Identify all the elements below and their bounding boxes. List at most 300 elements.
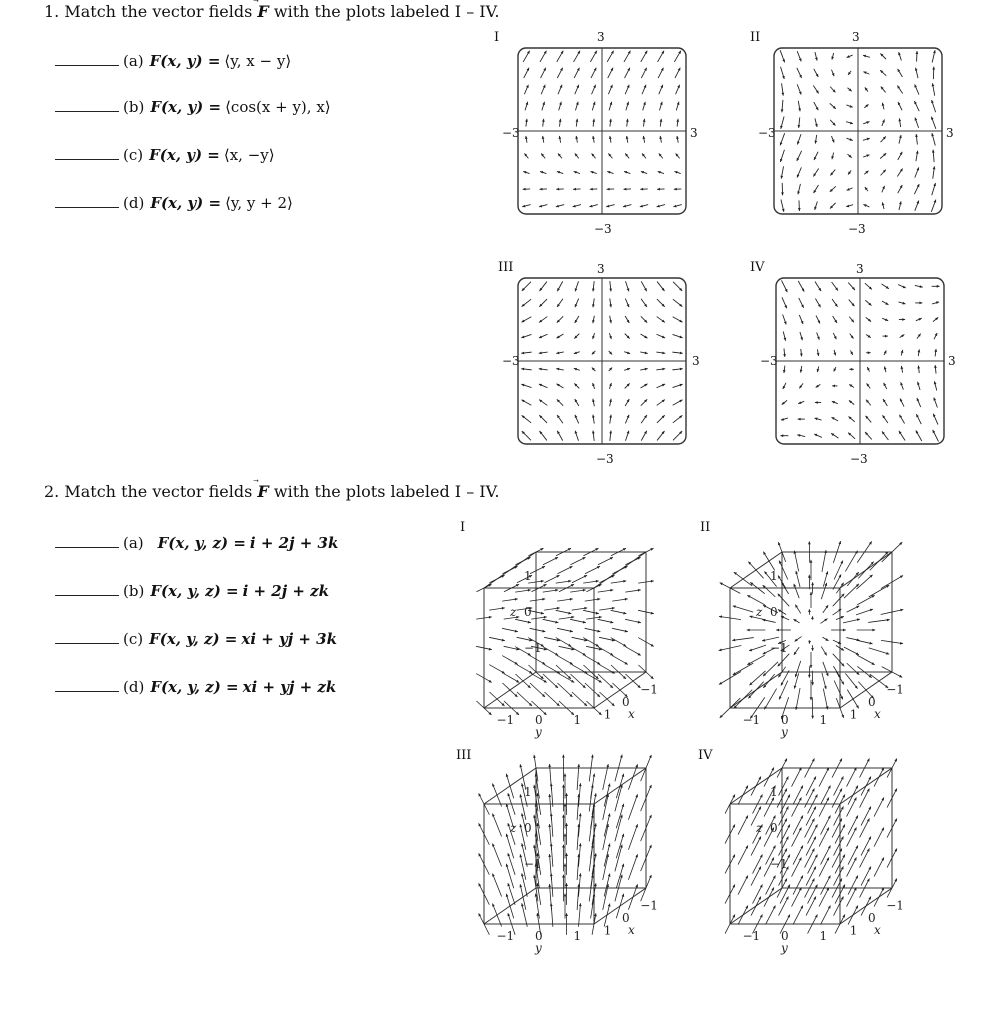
- vector-arrow: [557, 628, 573, 632]
- vector-arrow: [821, 875, 831, 894]
- vector-arrow: [557, 656, 573, 665]
- x-tick-label: 1: [849, 707, 858, 722]
- q1-plot-4-top: 3: [856, 262, 864, 276]
- vector-arrow: [642, 85, 646, 94]
- q2-vector-plot-2: [696, 528, 926, 739]
- vector-arrow: [821, 845, 831, 864]
- vector-arrow: [660, 119, 663, 127]
- vector-arrow: [821, 647, 826, 656]
- answer-blank[interactable]: [55, 643, 119, 644]
- vector-arrow: [530, 598, 546, 601]
- vector-arrow: [574, 334, 579, 339]
- vector-arrow: [606, 205, 614, 208]
- vector-arrow: [611, 610, 627, 614]
- vector-arrow: [592, 153, 596, 158]
- vector-arrow: [559, 646, 575, 650]
- x-tick-label: 0: [868, 911, 876, 925]
- vector-arrow: [525, 119, 528, 127]
- vector-arrow: [833, 333, 836, 339]
- vector-arrow: [833, 654, 845, 667]
- vector-arrow: [608, 153, 612, 158]
- vector-arrow: [640, 205, 648, 208]
- vector-arrow: [612, 628, 628, 632]
- vector-arrow: [880, 70, 886, 76]
- vector-arrow: [815, 52, 818, 61]
- vector-arrow: [808, 640, 811, 644]
- vector-arrow: [783, 331, 786, 340]
- vector-arrow: [607, 51, 613, 62]
- vector-arrow: [539, 431, 546, 441]
- vector-arrow: [849, 300, 855, 307]
- vector-arrow: [897, 168, 902, 176]
- vector-arrow: [856, 609, 873, 615]
- vector-arrow: [834, 896, 844, 915]
- vector-arrow: [539, 352, 548, 355]
- vector-arrow: [641, 51, 647, 62]
- vector-arrow: [881, 170, 886, 176]
- vector-arrow: [780, 133, 785, 145]
- vector-arrow: [592, 399, 595, 406]
- vector-arrow: [798, 418, 805, 421]
- vector-arrow: [884, 350, 887, 354]
- vector-arrow: [810, 592, 813, 608]
- vector-arrow: [539, 400, 547, 406]
- vector-arrow: [590, 171, 596, 174]
- vector-arrow: [641, 68, 646, 78]
- q1-plot-1-right: 3: [690, 126, 698, 140]
- vector-arrow: [517, 692, 532, 706]
- vector-arrow: [867, 367, 870, 371]
- vector-arrow: [934, 333, 937, 339]
- vector-arrow: [849, 368, 853, 371]
- vector-arrow: [799, 298, 804, 308]
- vector-arrow: [565, 883, 568, 905]
- vector-arrow: [575, 136, 578, 143]
- vector-arrow: [833, 594, 845, 607]
- vector-arrow: [822, 550, 827, 572]
- vector-arrow: [675, 68, 680, 78]
- vector-arrow: [592, 383, 595, 389]
- vector-arrow: [656, 384, 665, 388]
- y-tick-label: 1: [573, 713, 582, 727]
- vector-arrow: [863, 138, 870, 141]
- vector-arrow: [781, 83, 784, 95]
- vector-arrow: [844, 647, 859, 655]
- z-tick-label: 1: [770, 569, 778, 583]
- vector-arrow: [845, 551, 857, 572]
- vector-arrow: [575, 415, 579, 424]
- vector-arrow: [831, 433, 838, 438]
- vector-arrow: [850, 334, 854, 339]
- vector-arrow: [576, 119, 579, 127]
- q1-plot-2-right: 3: [946, 126, 954, 140]
- q1-plot-label-4: IV: [750, 260, 765, 275]
- vector-arrow: [882, 202, 885, 209]
- answer-blank[interactable]: [55, 111, 119, 112]
- vector-arrow: [915, 167, 919, 177]
- vector-arrow: [856, 640, 872, 644]
- vector-arrow: [673, 431, 682, 440]
- vector-arrow: [898, 152, 903, 160]
- q2-item-c: (c) F(x, y, z) = xi + yj + 3k: [55, 630, 337, 648]
- q1-plot-1-left: −3: [502, 126, 520, 140]
- vector-arrow: [609, 316, 612, 323]
- vector-arrow: [592, 119, 595, 127]
- vector-arrow: [914, 84, 919, 94]
- vector-arrow: [674, 51, 680, 62]
- z-tick-label: 1: [524, 569, 532, 583]
- vector-arrow: [543, 589, 559, 592]
- vector-arrow: [522, 299, 532, 306]
- answer-blank[interactable]: [55, 65, 119, 66]
- vector-arrow: [932, 285, 940, 288]
- vector-arrow: [659, 136, 662, 143]
- q1-plot-4-left: −3: [760, 354, 778, 368]
- vector-arrow: [592, 281, 595, 291]
- vector-arrow: [592, 368, 596, 372]
- vector-arrow: [492, 843, 501, 866]
- vector-arrow: [830, 120, 835, 126]
- vector-arrow: [847, 606, 860, 612]
- vector-arrow: [585, 628, 601, 632]
- q2-vector-plot-4: [696, 744, 926, 955]
- vector-arrow: [814, 201, 817, 209]
- vector-arrow: [795, 688, 800, 710]
- vector-arrow: [550, 903, 553, 927]
- vector-arrow: [849, 384, 854, 387]
- vector-arrow: [805, 848, 815, 867]
- vector-arrow: [823, 689, 828, 710]
- vector-arrow: [559, 136, 562, 143]
- y-tick-label: −1: [742, 929, 761, 943]
- vector-arrow: [814, 185, 819, 193]
- vector-arrow: [883, 335, 888, 338]
- vector-arrow: [847, 572, 858, 586]
- vector-arrow: [816, 315, 820, 323]
- vector-arrow: [542, 102, 545, 111]
- vector-arrow: [931, 200, 936, 212]
- vector-arrow: [822, 637, 828, 641]
- vector-arrow: [659, 153, 663, 158]
- vector-arrow: [931, 133, 935, 145]
- vector-arrow: [792, 767, 802, 786]
- y-tick-label: 0: [535, 929, 543, 943]
- vector-arrow: [806, 836, 816, 855]
- vector-arrow: [815, 118, 818, 127]
- vector-arrow: [869, 648, 889, 655]
- vector-arrow: [592, 316, 595, 323]
- vector-arrow: [556, 205, 564, 208]
- vector-arrow: [815, 281, 821, 291]
- vector-arrow: [747, 629, 766, 632]
- vector-arrow: [541, 85, 545, 94]
- vector-arrow: [656, 334, 665, 338]
- vector-arrow: [624, 51, 630, 62]
- vector-arrow: [808, 884, 818, 903]
- x-tick-label: −1: [886, 898, 904, 913]
- vector-arrow: [914, 184, 919, 194]
- vector-arrow: [539, 205, 547, 208]
- vector-arrow: [656, 352, 665, 355]
- vector-arrow: [604, 873, 610, 896]
- vector-arrow: [830, 203, 836, 209]
- vector-arrow: [599, 637, 615, 641]
- vector-arrow: [543, 619, 559, 623]
- vector-arrow: [609, 298, 612, 307]
- vector-arrow: [821, 815, 831, 834]
- vector-arrow: [831, 70, 834, 77]
- vector-arrow: [865, 283, 872, 289]
- vector-arrow: [607, 188, 614, 191]
- vector-arrow: [640, 188, 647, 191]
- answer-blank[interactable]: [55, 207, 119, 208]
- vector-arrow: [502, 656, 518, 665]
- z-axis-label: z: [510, 605, 517, 619]
- vector-arrow: [793, 845, 803, 864]
- vector-arrow: [898, 52, 901, 60]
- vector-arrow: [797, 134, 801, 144]
- vector-arrow: [898, 185, 903, 193]
- vector-arrow: [556, 580, 572, 583]
- vector-arrow: [881, 136, 886, 142]
- vector-arrow: [502, 683, 517, 697]
- z-tick-label: 0: [524, 605, 532, 619]
- vector-arrow: [780, 117, 784, 129]
- vector-arrow: [609, 368, 613, 372]
- vector-arrow: [609, 383, 612, 389]
- q1-plot-3-top: 3: [597, 262, 605, 276]
- vector-arrow: [779, 560, 788, 579]
- vector-arrow: [834, 836, 844, 855]
- vector-arrow: [792, 857, 802, 876]
- vector-arrow: [521, 400, 531, 405]
- vector-arrow: [933, 430, 939, 442]
- answer-blank[interactable]: [55, 547, 119, 548]
- vector-arrow: [783, 348, 786, 356]
- vector-arrow: [611, 638, 627, 647]
- vector-arrow: [899, 318, 905, 321]
- answer-blank[interactable]: [55, 691, 119, 692]
- vector-arrow: [608, 68, 613, 78]
- vector-arrow: [540, 171, 546, 174]
- vector-F-symbol: F: [257, 482, 269, 501]
- vector-arrow: [641, 334, 648, 338]
- vector-arrow: [539, 282, 546, 292]
- vector-arrow: [673, 205, 681, 208]
- vector-arrow: [863, 154, 869, 157]
- vector-arrow: [781, 67, 785, 79]
- q1-plot-2-bottom: −3: [848, 222, 866, 236]
- vector-arrow: [917, 334, 921, 339]
- vector-arrow: [766, 905, 776, 924]
- q1-plot-2-left: −3: [758, 126, 776, 140]
- vector-arrow: [843, 618, 860, 623]
- vector-arrow: [542, 136, 545, 143]
- x-tick-label: 1: [603, 923, 612, 938]
- vector-arrow: [558, 85, 562, 94]
- vector-arrow: [847, 797, 857, 816]
- vector-arrow: [641, 431, 646, 441]
- q2-plot-label-1: I: [460, 520, 466, 535]
- vector-arrow: [792, 827, 802, 846]
- vector-arrow: [738, 815, 748, 834]
- q2-heading: 2. Match the vector fields F with the plots labeled I – IV.: [44, 482, 500, 501]
- z-axis-label: z: [510, 821, 517, 835]
- vector-arrow: [847, 154, 851, 157]
- answer-blank[interactable]: [55, 595, 119, 596]
- vector-arrow: [933, 317, 938, 321]
- vector-arrow: [783, 314, 787, 324]
- y-tick-label: 1: [573, 929, 582, 943]
- vector-arrow: [657, 317, 665, 323]
- vector-arrow: [502, 566, 517, 574]
- z-tick-label: −1: [770, 641, 788, 655]
- vector-arrow: [794, 647, 799, 655]
- vector-arrow: [864, 104, 868, 107]
- vector-arrow: [780, 434, 788, 437]
- y-tick-label: 1: [819, 929, 828, 943]
- vector-arrow: [932, 50, 936, 62]
- vector-arrow: [848, 170, 851, 174]
- vector-arrow: [672, 368, 682, 371]
- vector-arrow: [874, 887, 884, 906]
- vector-arrow: [798, 401, 804, 404]
- vector-arrow: [530, 566, 545, 574]
- vector-arrow: [882, 431, 888, 440]
- vector-arrow: [570, 647, 586, 656]
- q1-vector-plot-3: [518, 278, 686, 444]
- vector-arrow: [625, 415, 629, 424]
- vector-arrow: [866, 400, 871, 406]
- vector-arrow: [814, 69, 819, 77]
- vector-arrow: [609, 102, 612, 111]
- vector-arrow: [916, 151, 919, 162]
- vector-arrow: [866, 351, 870, 354]
- vector-arrow: [866, 335, 871, 338]
- vector-arrow: [781, 418, 788, 421]
- vector-arrow: [932, 83, 935, 95]
- y-axis-label: y: [535, 725, 542, 739]
- vector-arrow: [673, 384, 683, 388]
- vector-arrow: [628, 824, 638, 849]
- vector-arrow: [865, 187, 868, 191]
- vector-arrow: [525, 136, 528, 143]
- vector-arrow: [749, 645, 766, 651]
- vector-arrow: [676, 85, 680, 94]
- vector-arrow: [565, 853, 568, 875]
- vector-arrow: [882, 301, 889, 305]
- vector-arrow: [674, 171, 680, 174]
- vector-arrow: [831, 153, 834, 160]
- vector-arrow: [817, 349, 820, 356]
- vector-arrow: [848, 845, 858, 864]
- vector-arrow: [860, 818, 870, 837]
- vector-arrow: [779, 776, 789, 795]
- vector-arrow: [515, 557, 530, 565]
- vector-arrow: [866, 416, 872, 423]
- vector-arrow: [883, 399, 887, 406]
- vector-arrow: [747, 655, 764, 665]
- q2-item-b: (b) F(x, y, z) = i + 2j + zk: [55, 582, 329, 600]
- vector-arrow: [502, 598, 518, 601]
- vector-arrow: [657, 400, 665, 406]
- answer-blank[interactable]: [55, 159, 119, 160]
- vector-arrow: [609, 431, 612, 441]
- vector-arrow: [833, 574, 841, 589]
- vector-arrow: [848, 283, 855, 290]
- x-tick-label: 1: [849, 923, 858, 938]
- vector-arrow: [557, 598, 573, 601]
- vector-arrow: [795, 637, 802, 642]
- vector-arrow: [861, 866, 871, 885]
- x-tick-label: 0: [622, 911, 630, 925]
- q1-heading: 1. Match the vector fields F with the plots labeled I – IV.: [44, 2, 500, 21]
- vector-arrow: [868, 619, 890, 623]
- vector-arrow: [539, 384, 548, 388]
- vector-arrow: [591, 68, 596, 78]
- vector-arrow: [515, 589, 531, 592]
- vector-arrow: [657, 205, 665, 208]
- vector-arrow: [861, 806, 871, 825]
- vector-arrow: [934, 365, 937, 373]
- z-axis-label: z: [756, 821, 763, 835]
- vector-arrow: [821, 785, 831, 804]
- vector-arrow: [623, 188, 630, 191]
- vector-arrow: [781, 200, 785, 212]
- vector-arrow: [917, 366, 920, 374]
- vector-arrow: [604, 843, 610, 866]
- vector-arrow: [623, 205, 631, 208]
- vector-arrow: [866, 317, 871, 321]
- vector-arrow: [599, 575, 614, 583]
- vector-arrow: [781, 100, 784, 112]
- vector-arrow: [522, 415, 532, 422]
- vector-arrow: [657, 282, 664, 292]
- vector-arrow: [523, 188, 530, 191]
- vector-arrow: [557, 683, 572, 697]
- vector-arrow: [781, 183, 784, 195]
- vector-arrow: [931, 100, 935, 112]
- vector-arrow: [624, 351, 630, 354]
- vector-arrow: [585, 656, 601, 665]
- vector-arrow: [863, 204, 869, 207]
- vector-arrow: [592, 333, 595, 339]
- vector-arrow: [557, 384, 564, 388]
- vector-arrow: [570, 619, 586, 623]
- vector-arrow: [844, 584, 859, 598]
- x-tick-label: 1: [603, 707, 612, 722]
- vector-arrow: [847, 663, 860, 675]
- vector-arrow: [489, 575, 504, 583]
- vector-arrow: [764, 689, 776, 710]
- vector-arrow: [797, 167, 802, 177]
- vector-arrow: [489, 637, 505, 641]
- vector-arrow: [609, 119, 612, 127]
- vector-arrow: [541, 68, 546, 78]
- vector-arrow: [898, 102, 902, 110]
- vector-arrow: [626, 431, 630, 441]
- vector-arrow: [521, 368, 531, 371]
- vector-arrow: [641, 171, 647, 174]
- vector-arrow: [815, 418, 822, 421]
- vector-arrow: [616, 774, 624, 798]
- vector-arrow: [751, 836, 761, 855]
- vector-arrow: [849, 400, 854, 404]
- vector-arrow: [657, 299, 665, 307]
- z-tick-label: −1: [524, 857, 542, 871]
- vector-arrow: [557, 415, 563, 423]
- vector-arrow: [643, 136, 646, 143]
